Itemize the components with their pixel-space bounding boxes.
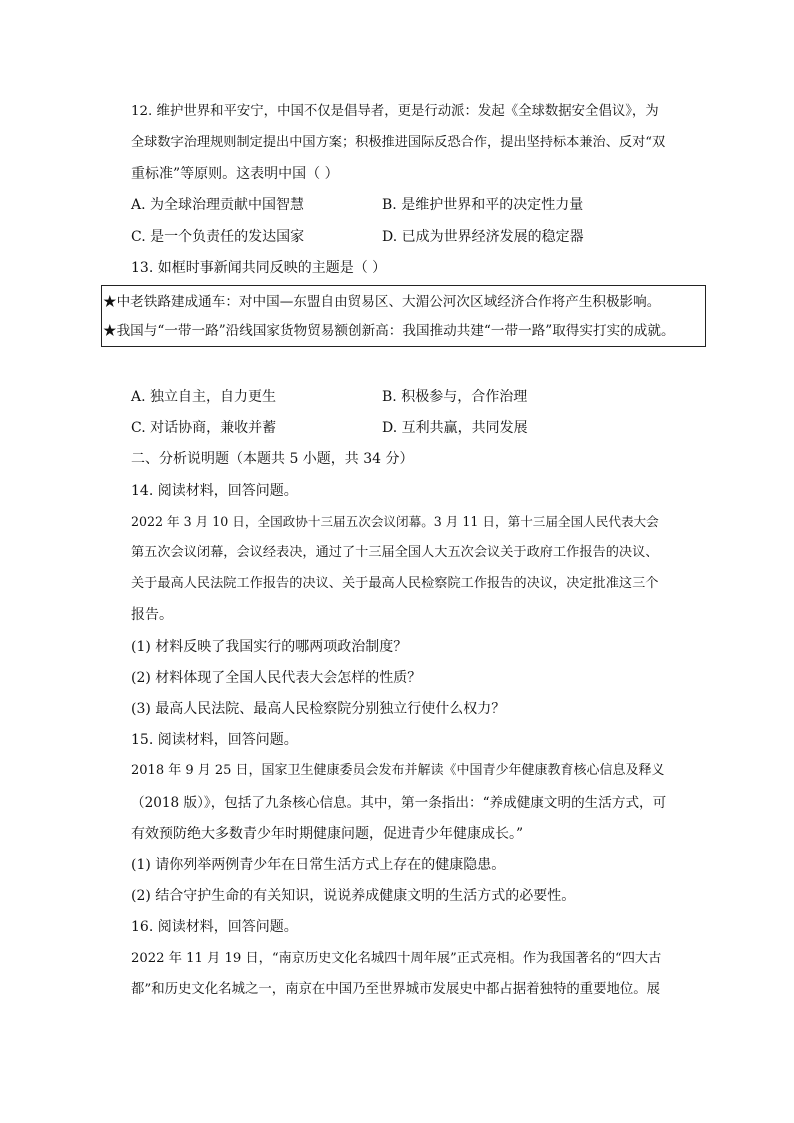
q13-news-item-1: ★中老铁路建成通车：对中国—东盟自由贸易区、大湄公河次区域经济合作将产生积极影响。: [103, 294, 661, 310]
q14-material-line-2: 第五次会议闭幕，会议经表决，通过了十三届全国人大五次会议关于政府工作报告的决议、: [131, 545, 659, 560]
q13-news-box: [101, 285, 706, 347]
q16-stem: 16. 阅读材料，回答问题。: [131, 919, 298, 935]
q13-option-a: A. 独立自主，自力更生: [131, 389, 277, 405]
q14-material-line-4: 报告。: [131, 607, 173, 623]
q16-material-line-1: 2022 年 11 月 19 日，“南京历史文化名城四十周年展”正式亮相。作为我国著名的“四大古: [131, 951, 662, 966]
q12-stem-line-3: 重标准”等原则。这表明中国（ ）: [131, 166, 339, 182]
q14-question-2: (2) 材料体现了全国人民代表大会怎样的性质？: [131, 670, 422, 686]
q15-material-line-1: 2018 年 9 月 25 日，国家卫生健康委员会发布并解读《中国青少年健康教育核心信息及释义: [131, 763, 665, 778]
q13-news-item-2: ★我国与“一带一路”沿线国家货物贸易额创新高：我国推动共建“一带一路”取得实打实的成就。: [103, 323, 675, 339]
q15-material-line-3: 有效预防绝大多数青少年时期健康问题，促进青少年健康成长。”: [131, 826, 524, 842]
q15-question-1: (1) 请你列举两例青少年在日常生活方式上存在的健康隐患。: [131, 857, 506, 873]
q13-option-d: D. 互利共赢，共同发展: [382, 420, 528, 436]
q12-option-b: B. 是维护世界和平的决定性力量: [382, 197, 584, 213]
q14-question-1: (1) 材料反映了我国实行的哪两项政治制度？: [131, 639, 408, 655]
q16-material-line-2: 都”和历史文化名城之一，南京在中国乃至世界城市发展史中都占据着独特的重要地位。展: [131, 982, 661, 997]
section-2-heading: 二、分析说明题（本题共 5 小题，共 34 分）: [131, 451, 414, 467]
q12-option-d: D. 已成为世界经济发展的稳定器: [382, 229, 584, 245]
q12-stem-line-1: 12. 维护世界和平安宁，中国不仅是倡导者，更是行动派：发起《全球数据安全倡议》，为: [131, 104, 659, 119]
q14-material-line-1: 2022 年 3 月 10 日，全国政协十三届五次会议闭幕。3 月 11 日，第十三届全国人民代表大会: [131, 514, 659, 529]
q13-option-b: B. 积极参与，合作治理: [382, 389, 528, 405]
q12-stem-line-2: 全球数字治理规则制定提出中国方案；积极推进国际反恐合作，提出坚持标本兼治、反对“双: [131, 135, 666, 150]
q12-option-c: C. 是一个负责任的发达国家: [131, 229, 305, 245]
q14-stem: 14. 阅读材料，回答问题。: [131, 483, 298, 499]
q15-question-2: (2) 结合守护生命的有关知识，说说养成健康文明的生活方式的必要性。: [131, 888, 576, 904]
q14-question-3: (3) 最高人民法院、最高人民检察院分别独立行使什么权力？: [131, 701, 506, 717]
q13-option-c: C. 对话协商，兼收并蓄: [131, 420, 277, 436]
q15-material-line-2: （2018 版）》，包括了九条核心信息。其中，第一条指出：“养成健康文明的生活方式，可: [131, 795, 667, 811]
q13-stem: 13. 如框时事新闻共同反映的主题是（ ）: [131, 260, 387, 276]
q14-material-line-3: 关于最高人民法院工作报告的决议、关于最高人民检察院工作报告的决议，决定批准这三个: [131, 576, 659, 591]
q12-option-a: A. 为全球治理贡献中国智慧: [131, 197, 305, 213]
q15-stem: 15. 阅读材料，回答问题。: [131, 732, 298, 748]
